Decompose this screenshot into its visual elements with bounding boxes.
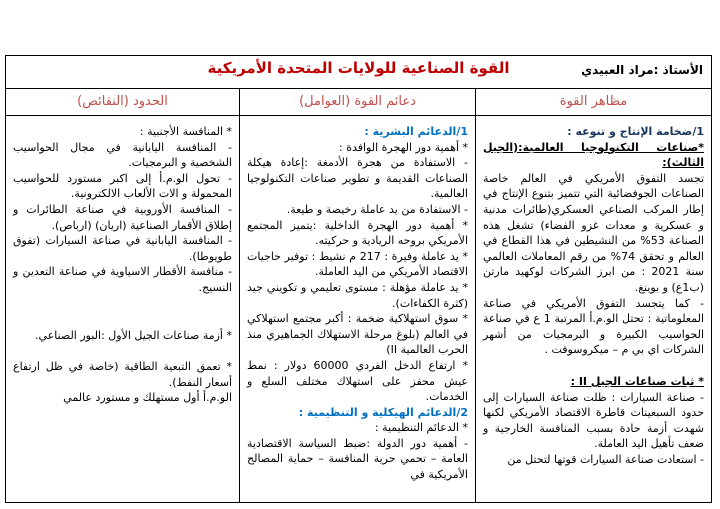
list-item: - منافسة الأقطار الاسياوية في صناعة التعدين و النسيج. [13, 265, 232, 294]
paragraph: - كما يتجسد التفوق الأمريكي في صناعة المعلوماتية : تحتل الو.م.أ المرتبة 1 ع في صناعة الحواسيب الكبيرة و البرمجيات من أشهر الشركات اي بي م – ميكروسوفت . [483, 296, 704, 357]
list-item: * الدعائم التنظيمية : [374, 421, 468, 435]
paragraph: - صناعة السيارات : ظلت صناعة السيارات إلى حدود السبعينات قاطرة الاقتصاد الأمريكي لكنها شهدت أزمة حادة بسبب المنافسة الخارجية و ضعف تأهيل اليد العاملة. [483, 390, 704, 451]
list-item: - الاستفادة من هجرة الأدمغة :إعادة هيكلة الصناعات القديمة و تطوير صناعات التكنولوجيا العالمية. [247, 156, 468, 201]
summary-table [5, 55, 712, 503]
column-headers [6, 89, 711, 116]
paragraph: - استعادت صناعة السيارات قوتها لتحتل من [507, 452, 704, 466]
col-header-manifestations: مظاهر القوة [475, 89, 711, 115]
list-item: * يد عاملة وفيرة : 217 م نشيط : توفير حاجيات الاقتصاد الأمريكي من اليد العاملة. [247, 249, 468, 279]
list-item: - تحول الو.م.أ إلى اكبر مستورد للحواسيب المحمولة و الات الألعاب الالكترونية. [13, 171, 232, 201]
teacher-name: الأستاذ :مراد العبيدي [581, 63, 703, 77]
subsection-heading: * ثبات صناعات الجيل II : [570, 374, 704, 388]
paragraph: تجسد التفوق الأمريكي في العالم خاصة الصناعات الجوفضائية التي تتميز بتنوع الإنتاج في إطار المركب الصناعي العسكري(طائرات مدنية و عسكرية و معدات غزو الفضاء) تشغل هذه الصناعة 53% من النشيطين في هذا القطاع في العالم و تحقق 74% من رقم المعاملات العالمي سنة 2021 : من ابرز الشركات لوكهيد مارتن (ب1ع) و بوينغ. [483, 171, 705, 294]
list-item: - الاستفادة من يد عاملة رخيصة و طيعة. [286, 202, 468, 216]
list-item: * أزمة صناعات الجيل الأول :البور الصناعي. [35, 328, 232, 342]
list-item: * سوق استهلاكية ضخمة : أكبر مجتمع استهلاكي في العالم (بلوغ مرحلة الاستهلاك الجماهيري منذ الحرب العالمية II) [247, 312, 468, 357]
list-item: - المنافسة اليابانية في صناعة السيارات (تفوق طويوطا). [13, 234, 232, 263]
col-header-limits: الحدود (النقائص) [77, 94, 168, 109]
list-item: * أهمية دور الهجرة الوافدة : [339, 140, 468, 154]
list-item: * أهمية دور الهجرة الداخلية :يتميز المجتمع الأمريكي بروحه الريادية و حركيته. [247, 218, 468, 248]
list-item: * تعمق التبعية الطاقية (خاصة في ظل ارتفاع أسعار النفط). [13, 360, 232, 389]
list-item: - أهمية دور الدولة :ضبط السياسة الاقتصادية العامة – تحمي حرية المنافسة – حماية المصالح الأمريكية في [247, 436, 468, 482]
limits-column [6, 116, 239, 502]
list-item: - المنافسة اليابانية في مجال الحواسيب الشخصية و البرمجيات. [13, 140, 232, 170]
col-header-factors: دعائم القوة (العوامل) [239, 89, 475, 115]
section-heading: 1/الدعائم البشرية : [364, 125, 468, 138]
table-body-row [6, 116, 711, 502]
list-item: الو.م.أ أول مستهلك و مستورد عالمي [63, 391, 232, 405]
section-heading: 2/الدعائم الهيكلية و التنظيمية : [298, 405, 468, 419]
table-header-row [6, 56, 711, 89]
list-item: * ارتفاع الدخل الفردي 60000 دولار : نمط عيش محفز على استهلاك مختلف السلع و الخدمات. [247, 358, 468, 404]
list-item: * يد عاملة مؤهلة : مستوى تعليمي و تكويني جيد (كثرة الكفاءات). [247, 280, 468, 310]
document-title: القوة الصناعية للولايات المتحدة الأمريكية [207, 59, 510, 77]
list-item: * المنافسة الأجنبية : [139, 125, 232, 138]
factors-column [239, 116, 475, 502]
manifestations-column [475, 116, 711, 502]
subsection-heading: *صناعات التكنولوجيا العالمية:(الجيل الثالث): [483, 140, 704, 170]
list-item: - المنافسة الأوروبية في صناعة الطائرات و إطلاق الأقمار الصناعية (اريان) (ارباص). [13, 202, 232, 232]
section-heading: 1/ضخامة الإنتاج و تنوعه : [567, 125, 704, 138]
